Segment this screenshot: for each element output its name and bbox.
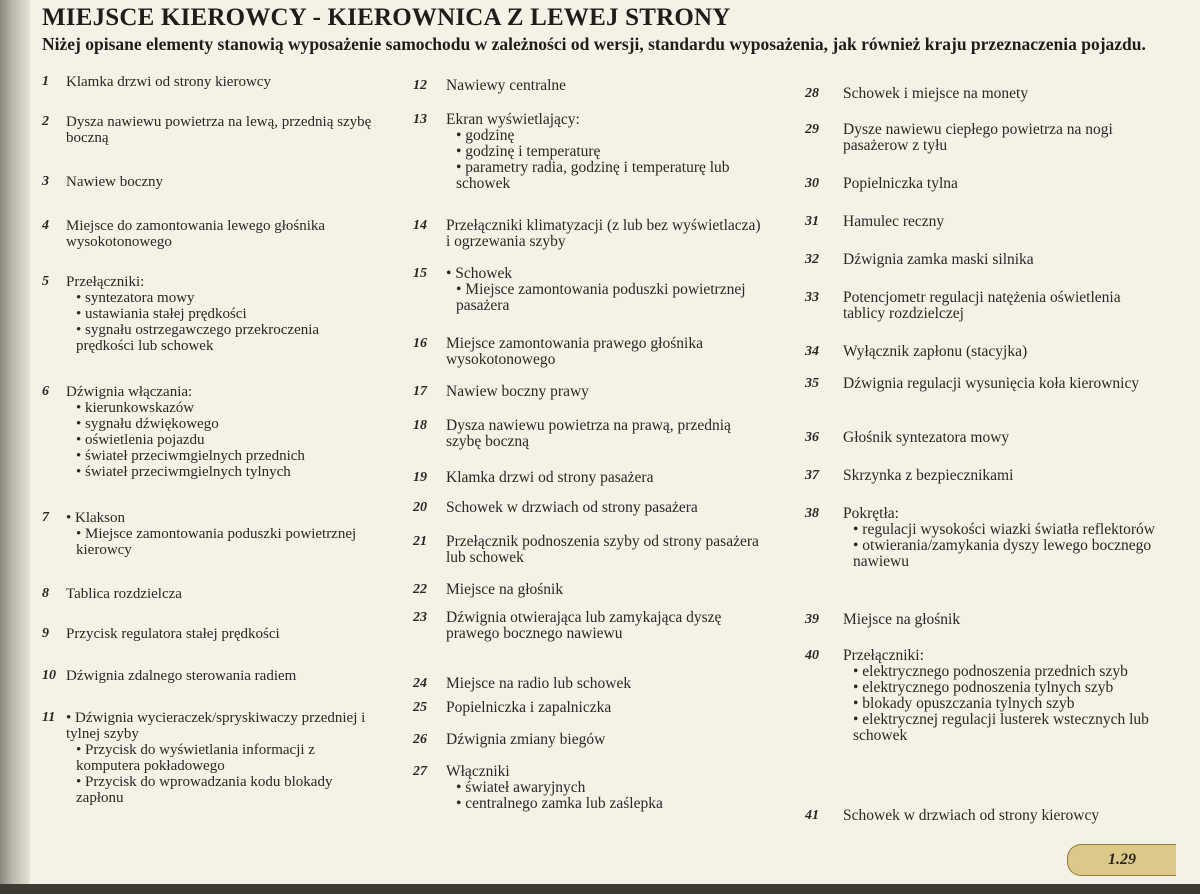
item-text bbox=[413, 534, 763, 566]
list-item bbox=[413, 732, 763, 748]
item-text bbox=[805, 344, 1155, 360]
item-label: Przełączniki klimatyzacji (z lub bez wyświetlacza) i ogrzewania szyby bbox=[446, 217, 761, 250]
item-label: Tablica rozdzielcza bbox=[66, 586, 182, 602]
list-item bbox=[413, 700, 763, 716]
item-text bbox=[42, 218, 372, 250]
list-item bbox=[42, 510, 372, 558]
item-label: Klamka drzwi od strony kierowcy bbox=[66, 74, 271, 90]
item-bullet: • Miejsce zamontowania poduszki powietrznej pasażera bbox=[456, 281, 746, 314]
item-text bbox=[42, 174, 372, 190]
item-label: Miejsce zamontowania prawego głośnika wysokotonowego bbox=[446, 335, 703, 368]
item-text bbox=[805, 122, 1155, 154]
item-number: 17 bbox=[413, 384, 427, 399]
item-label: Miejsce na radio lub schowek bbox=[446, 675, 632, 692]
item-number: 41 bbox=[805, 808, 819, 823]
list-item bbox=[413, 418, 763, 450]
item-label: Dźwignia zdalnego sterowania radiem bbox=[66, 668, 297, 684]
item-bullet: • centralnego zamka lub zaślepka bbox=[456, 795, 663, 812]
item-bullet: • regulacji wysokości wiazki światła reflektorów bbox=[853, 521, 1155, 538]
item-number: 22 bbox=[413, 582, 427, 597]
item-number: 19 bbox=[413, 470, 427, 485]
item-number: 8 bbox=[42, 586, 49, 601]
item-label: • Schowek bbox=[446, 265, 513, 282]
item-number: 30 bbox=[805, 176, 819, 191]
item-number: 38 bbox=[805, 506, 819, 521]
item-bullet: • oświetlenia pojazdu bbox=[76, 432, 205, 448]
item-text bbox=[42, 384, 372, 480]
item-label: Przycisk regulatora stałej prędkości bbox=[66, 626, 280, 642]
list-item bbox=[42, 114, 372, 146]
item-number: 28 bbox=[805, 86, 819, 101]
item-bullet: • kierunkowskazów bbox=[76, 400, 195, 416]
item-text bbox=[413, 470, 763, 486]
item-label: Dźwignia zmiany biegów bbox=[446, 731, 606, 748]
item-text bbox=[42, 586, 372, 602]
item-label: Dźwignia zamka maski silnika bbox=[843, 251, 1034, 268]
item-number: 10 bbox=[42, 668, 56, 683]
list-item bbox=[42, 626, 372, 642]
list-item bbox=[413, 676, 763, 692]
item-text bbox=[805, 86, 1155, 102]
item-label: Pokrętła: bbox=[843, 505, 899, 522]
item-label: Ekran wyświetlający: bbox=[446, 111, 580, 128]
list-item bbox=[42, 384, 372, 480]
item-number: 16 bbox=[413, 336, 427, 351]
item-label: Dysze nawiewu ciepłego powietrza na nogi pasażerow z tyłu bbox=[843, 121, 1113, 154]
item-number: 37 bbox=[805, 468, 819, 483]
item-number: 33 bbox=[805, 290, 819, 305]
item-bullet: • godzinę i temperaturę bbox=[456, 143, 601, 160]
page-number-badge bbox=[1067, 844, 1176, 876]
item-bullet: • Przycisk do wprowadzania kodu blokady zapłonu bbox=[76, 774, 333, 806]
list-item bbox=[805, 468, 1155, 484]
item-number: 29 bbox=[805, 122, 819, 137]
item-bullet: • sygnału ostrzegawczego przekroczenia prędkości lub schowek bbox=[76, 322, 320, 354]
item-bullet: • Przycisk do wyświetlania informacji z komputera pokładowego bbox=[76, 742, 315, 774]
item-label: Nawiew boczny bbox=[66, 174, 164, 190]
item-label: • Klakson bbox=[66, 510, 125, 526]
list-item bbox=[805, 376, 1155, 392]
item-bullet: • elektrycznej regulacji lusterek wstecznych lub schowek bbox=[853, 711, 1149, 744]
item-text bbox=[805, 648, 1155, 744]
item-bullet: • świateł przeciwmgielnych przednich bbox=[76, 448, 305, 464]
item-number: 25 bbox=[413, 700, 427, 715]
page-binding-shadow bbox=[0, 0, 30, 894]
list-item bbox=[42, 586, 372, 602]
item-text bbox=[413, 266, 763, 314]
list-item bbox=[413, 764, 763, 812]
item-text bbox=[805, 468, 1155, 484]
item-number: 27 bbox=[413, 764, 427, 779]
item-number: 21 bbox=[413, 534, 427, 549]
item-number: 24 bbox=[413, 676, 427, 691]
item-label: Schowek i miejsce na monety bbox=[843, 85, 1029, 102]
item-label: • Dźwignia wycieraczek/spryskiwaczy przedniej i tylnej szyby bbox=[66, 710, 366, 742]
item-number: 39 bbox=[805, 612, 819, 627]
item-label: Potencjometr regulacji natężenia oświetlenia tablicy rozdzielczej bbox=[843, 289, 1121, 322]
item-label: Wyłącznik zapłonu (stacyjka) bbox=[843, 343, 1028, 360]
item-text bbox=[413, 764, 763, 812]
page-number: 1.29 bbox=[1108, 851, 1136, 868]
item-label: Klamka drzwi od strony pasażera bbox=[446, 469, 654, 486]
item-bullet: • godzinę bbox=[456, 127, 515, 144]
item-number: 9 bbox=[42, 626, 49, 641]
item-number: 3 bbox=[42, 174, 49, 189]
item-number: 36 bbox=[805, 430, 819, 445]
item-text bbox=[413, 500, 763, 516]
item-label: Skrzynka z bezpiecznikami bbox=[843, 467, 1014, 484]
item-label: Dźwignia regulacji wysunięcia koła kierownicy bbox=[843, 375, 1140, 392]
list-item bbox=[805, 122, 1155, 154]
item-number: 5 bbox=[42, 274, 49, 289]
item-text bbox=[413, 336, 763, 368]
item-bullet: • sygnału dźwiękowego bbox=[76, 416, 219, 432]
list-item bbox=[805, 808, 1155, 824]
item-number: 34 bbox=[805, 344, 819, 359]
item-label: Dysza nawiewu powietrza na prawą, przednią szybę boczną bbox=[446, 417, 731, 450]
item-number: 31 bbox=[805, 214, 819, 229]
item-number: 40 bbox=[805, 648, 819, 663]
item-number: 18 bbox=[413, 418, 427, 433]
item-text bbox=[42, 668, 372, 684]
item-text bbox=[413, 78, 763, 94]
item-bullet: • elektrycznego podnoszenia przednich szyb bbox=[853, 663, 1128, 680]
list-item bbox=[805, 86, 1155, 102]
item-label: Nawiewy centralne bbox=[446, 77, 567, 94]
item-text bbox=[413, 582, 763, 598]
item-bullet: • otwierania/zamykania dyszy lewego bocznego nawiewu bbox=[853, 537, 1152, 570]
item-number: 6 bbox=[42, 384, 49, 399]
item-bullet: • blokady opuszczania tylnych szyb bbox=[853, 695, 1075, 712]
item-text bbox=[413, 610, 763, 642]
page-header bbox=[42, 4, 1172, 53]
list-item bbox=[42, 174, 372, 190]
item-label: Miejsce na głośnik bbox=[843, 611, 961, 628]
item-text bbox=[805, 214, 1155, 230]
item-label: Schowek w drzwiach od strony pasażera bbox=[446, 499, 698, 516]
item-number: 20 bbox=[413, 500, 427, 515]
item-text bbox=[42, 710, 372, 806]
item-label: Włączniki bbox=[446, 763, 510, 780]
item-number: 1 bbox=[42, 74, 49, 89]
item-bullet: • ustawiania stałej prędkości bbox=[76, 306, 247, 322]
item-text bbox=[805, 506, 1155, 570]
item-text bbox=[42, 510, 372, 558]
item-bullet: • elektrycznego podnoszenia tylnych szyb bbox=[853, 679, 1114, 696]
list-item bbox=[805, 612, 1155, 628]
item-label: Nawiew boczny prawy bbox=[446, 383, 589, 400]
list-item bbox=[413, 534, 763, 566]
item-label: Przełącznik podnoszenia szyby od strony pasażera lub schowek bbox=[446, 533, 759, 566]
item-label: Dźwignia otwierająca lub zamykająca dyszę prawego bocznego nawiewu bbox=[446, 609, 722, 642]
list-item bbox=[413, 582, 763, 598]
page-title: MIEJSCE KIEROWCY - KIEROWNICA Z LEWEJ STRONY bbox=[42, 4, 731, 31]
item-number: 26 bbox=[413, 732, 427, 747]
item-bullet: • świateł awaryjnych bbox=[456, 779, 586, 796]
item-number: 2 bbox=[42, 114, 49, 129]
list-item bbox=[805, 506, 1155, 570]
item-text bbox=[805, 612, 1155, 628]
item-label: Przełączniki: bbox=[66, 274, 145, 290]
item-text bbox=[805, 252, 1155, 268]
item-number: 14 bbox=[413, 218, 427, 233]
item-text bbox=[805, 808, 1155, 824]
item-text bbox=[413, 732, 763, 748]
item-text bbox=[805, 176, 1155, 192]
list-item bbox=[413, 112, 763, 192]
list-item bbox=[42, 274, 372, 354]
item-text bbox=[805, 430, 1155, 446]
item-bullet: • parametry radia, godzinę i temperaturę lub schowek bbox=[456, 159, 730, 192]
item-label: Głośnik syntezatora mowy bbox=[843, 429, 1010, 446]
item-label: Dźwignia włączania: bbox=[66, 384, 193, 400]
item-label: Popielniczka tylna bbox=[843, 175, 958, 192]
item-label: Hamulec reczny bbox=[843, 213, 945, 230]
list-item bbox=[42, 668, 372, 684]
item-text bbox=[42, 274, 372, 354]
item-label: Dysza nawiewu powietrza na lewą, przednią szybę boczną bbox=[66, 114, 372, 146]
item-text bbox=[413, 112, 763, 192]
list-item bbox=[413, 218, 763, 250]
list-item bbox=[42, 74, 372, 90]
item-text bbox=[805, 290, 1155, 322]
bottom-edge bbox=[0, 884, 1200, 894]
item-label: Popielniczka i zapalniczka bbox=[446, 699, 612, 716]
item-text bbox=[413, 418, 763, 450]
list-item bbox=[805, 344, 1155, 360]
item-number: 12 bbox=[413, 78, 427, 93]
item-text bbox=[42, 114, 372, 146]
item-text bbox=[413, 218, 763, 250]
list-item bbox=[413, 336, 763, 368]
item-text bbox=[42, 74, 372, 90]
item-bullet: • syntezatora mowy bbox=[76, 290, 195, 306]
item-bullet: • świateł przeciwmgielnych tylnych bbox=[76, 464, 291, 480]
item-number: 35 bbox=[805, 376, 819, 391]
item-label: Miejsce na głośnik bbox=[446, 581, 564, 598]
item-bullet: • Miejsce zamontowania poduszki powietrznej kierowcy bbox=[76, 526, 357, 558]
list-item bbox=[413, 78, 763, 94]
list-item bbox=[413, 266, 763, 314]
list-item bbox=[413, 610, 763, 642]
list-item bbox=[805, 176, 1155, 192]
list-item bbox=[805, 214, 1155, 230]
item-text bbox=[42, 626, 372, 642]
list-item bbox=[805, 290, 1155, 322]
list-item bbox=[413, 384, 763, 400]
item-label: Miejsce do zamontowania lewego głośnika wysokotonowego bbox=[66, 218, 326, 250]
item-number: 13 bbox=[413, 112, 427, 127]
list-item bbox=[805, 648, 1155, 744]
item-number: 32 bbox=[805, 252, 819, 267]
item-label: Schowek w drzwiach od strony kierowcy bbox=[843, 807, 1100, 824]
list-item bbox=[413, 470, 763, 486]
list-item bbox=[42, 710, 372, 806]
intro-text: Niżej opisane elementy stanowią wyposażenie samochodu w zależności od wersji, standardu wyposażenia, jak również kraju przeznaczenia pojazdu. bbox=[42, 34, 1146, 54]
item-label: Przełączniki: bbox=[843, 647, 924, 664]
list-item bbox=[805, 430, 1155, 446]
item-number: 15 bbox=[413, 266, 427, 281]
item-text bbox=[805, 376, 1155, 392]
list-item bbox=[805, 252, 1155, 268]
list-item bbox=[413, 500, 763, 516]
item-text bbox=[413, 676, 763, 692]
item-number: 11 bbox=[42, 710, 56, 725]
item-number: 4 bbox=[42, 218, 49, 233]
list-item bbox=[42, 218, 372, 250]
item-number: 7 bbox=[42, 510, 49, 525]
item-text bbox=[413, 700, 763, 716]
item-number: 23 bbox=[413, 610, 427, 625]
item-text bbox=[413, 384, 763, 400]
